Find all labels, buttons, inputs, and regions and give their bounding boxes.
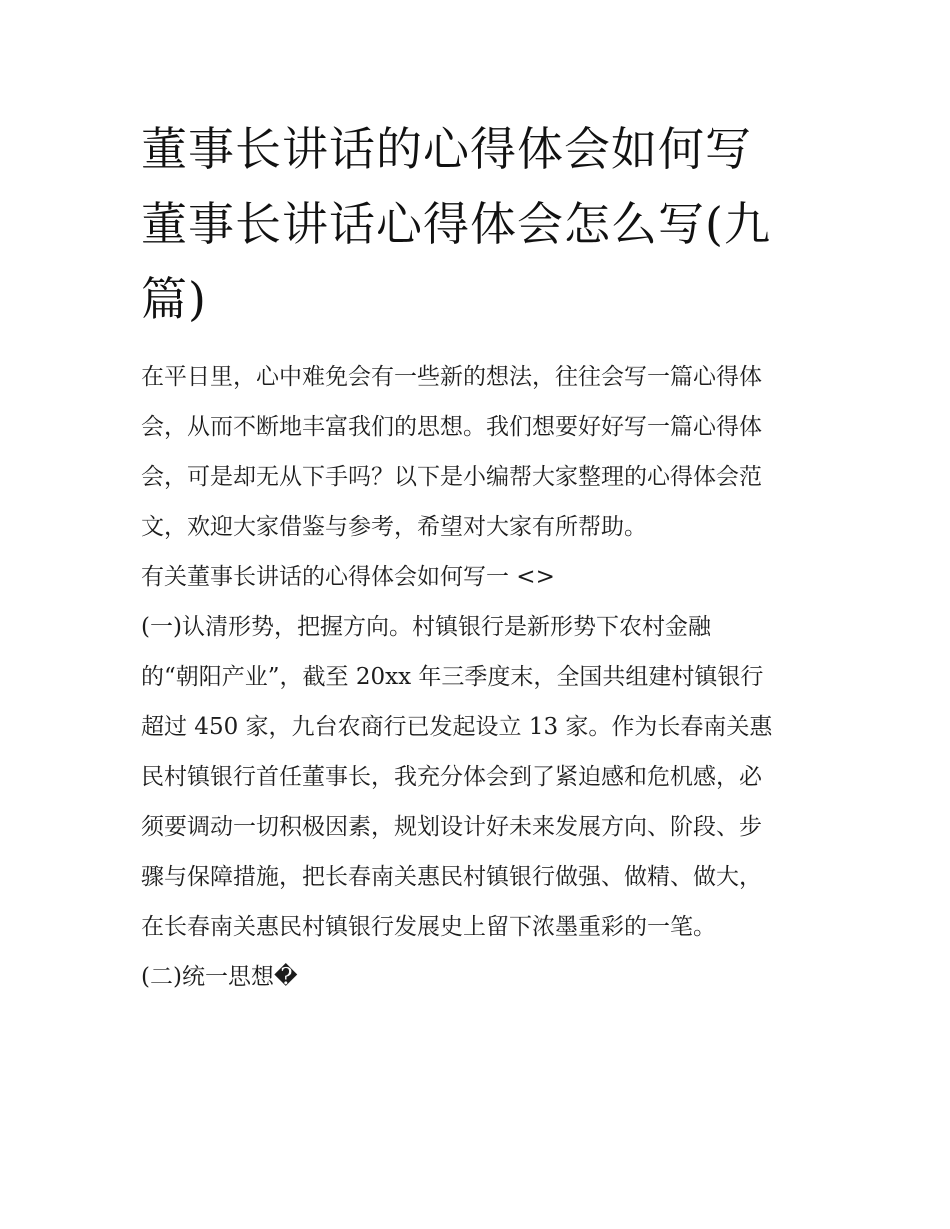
text-line: 骤与保障措施，把长春南关惠民村镇银行做强、做精、做大， — [141, 864, 762, 890]
document-content — [141, 112, 821, 1002]
document-body — [141, 352, 821, 1002]
text-line: (二)统一思想� — [141, 964, 298, 990]
title-line: 篇) — [141, 272, 207, 326]
text-line: 文，欢迎大家借鉴与参考，希望对大家有所帮助。 — [141, 514, 647, 540]
intro-paragraph — [141, 352, 821, 552]
text-line: 会，可是却无从下手吗？以下是小编帮大家整理的心得体会范 — [141, 464, 762, 490]
text-line: 在长春南关惠民村镇银行发展史上留下浓墨重彩的一笔。 — [141, 914, 716, 940]
section-two-paragraph — [141, 952, 821, 1002]
text-line: (一)认清形势，把握方向。村镇银行是新形势下农村金融 — [141, 614, 711, 640]
title-line: 董事长讲话心得体会怎么写(九 — [141, 197, 771, 251]
text-line: 在平日里，心中难免会有一些新的想法，往往会写一篇心得体 — [141, 364, 762, 390]
title-line: 董事长讲话的心得体会如何写 — [141, 122, 752, 176]
text-line: 会，从而不断地丰富我们的思想。我们想要好好写一篇心得体 — [141, 414, 762, 440]
text-line: 超过 450 家，九台农商行已发起设立 13 家。作为长春南关惠 — [141, 714, 773, 740]
text-line: 有关董事长讲话的心得体会如何写一 <> — [141, 564, 555, 590]
text-line: 须要调动一切积极因素，规划设计好未来发展方向、阶段、步 — [141, 814, 762, 840]
section-heading — [141, 552, 821, 602]
section-one-paragraph — [141, 602, 821, 952]
document-title — [141, 112, 821, 337]
text-line: 民村镇银行首任董事长，我充分体会到了紧迫感和危机感，必 — [141, 764, 762, 790]
text-line: 的“朝阳产业”，截至 20xx 年三季度末，全国共组建村镇银行 — [141, 664, 764, 690]
